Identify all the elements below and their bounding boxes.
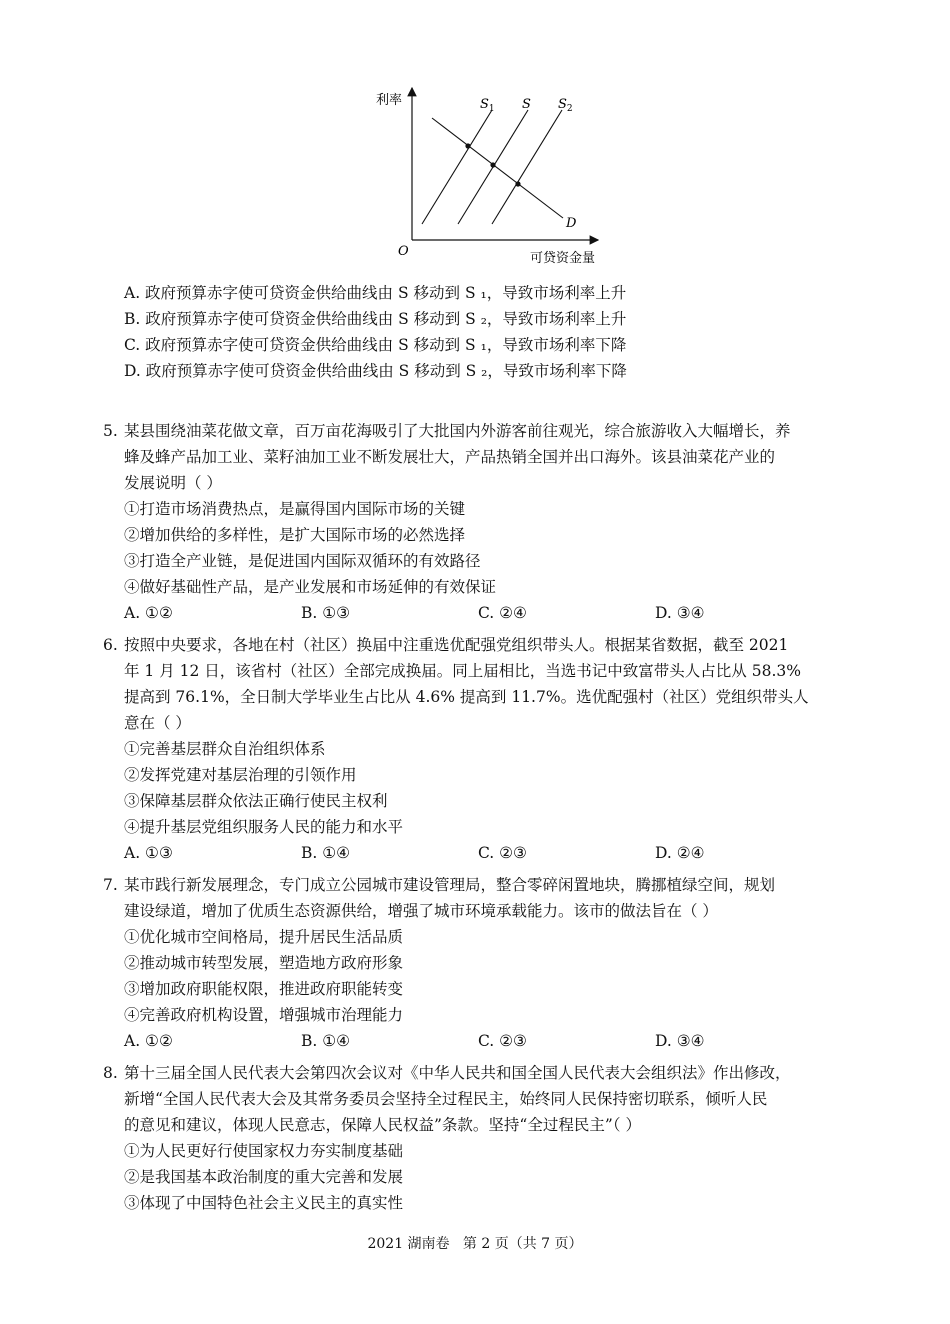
q5-item-2: ②增加供给的多样性，是扩大国际市场的必然选择 (124, 526, 466, 544)
q8-item-3: ③体现了中国特色社会主义民主的真实性 (124, 1194, 404, 1212)
q7-stem-line-2: 建设绿道，增加了优质生态资源供给，增强了城市环境承载能力。该市的做法旨在（ ） (124, 902, 718, 920)
q6-item-2: ②发挥党建对基层治理的引领作用 (124, 766, 357, 784)
q4-option-b: B. 政府预算赤字使可贷资金供给曲线由 S 移动到 S ₂，导致市场利率上升 (124, 310, 627, 328)
q7-item-2: ②推动城市转型发展，塑造地方政府形象 (124, 954, 404, 972)
q5-item-3: ③打造全产业链，是促进国内国际双循环的有效路径 (124, 552, 481, 570)
label-s: S (522, 97, 531, 112)
q5-stem-line-3: 发展说明（ ） (124, 474, 222, 492)
q7-stem-line-1: 某市践行新发展理念，专门成立公园城市建设管理局，整合零碎闲置地块，腾挪植绿空间，规划 (124, 876, 776, 894)
q8-stem-line-3: 的意见和建议，体现人民意志，保障人民权益”条款。坚持“全过程民主”（ ） (124, 1116, 641, 1134)
q8-item-2: ②是我国基本政治制度的重大完善和发展 (124, 1168, 404, 1186)
q6-stem-line-2: 年 1 月 12 日，该省村（社区）全部完成换届。同上届相比，当选书记中致富带头人占比从 58.3% (124, 662, 801, 680)
label-s1-sub: 1 (488, 104, 495, 114)
q6-stem-line-4: 意在（ ） (124, 714, 191, 732)
label-s2-main: S (558, 97, 567, 112)
q6-choice-a: A. ①③ (124, 844, 173, 862)
page-footer (0, 1234, 950, 1254)
q8-stem-line-1: 第十三届全国人民代表大会第四次会议对《中华人民共和国全国人民代表大会组织法》作出修改， (124, 1064, 791, 1082)
q8-stem-line-2: 新增“全国人民代表大会及其常务委员会坚持全过程民主，始终同人民保持密切联系，倾听人民 (124, 1090, 768, 1108)
origin-label: O (398, 244, 409, 259)
q6-item-3: ③保障基层群众依法正确行使民主权利 (124, 792, 388, 810)
q5-item-1: ①打造市场消费热点，是赢得国内国际市场的关键 (124, 500, 466, 518)
q7-choice-b: B. ①④ (301, 1032, 351, 1050)
q7-choice-d: D. ③④ (655, 1032, 705, 1050)
q7-choice-c: C. ②③ (478, 1032, 527, 1050)
q5-choice-a: A. ①② (124, 604, 173, 622)
q8-number: 8. (103, 1064, 118, 1082)
q4-option-a: A. 政府预算赤字使可贷资金供给曲线由 S 移动到 S ₁，导致市场利率上升 (124, 284, 627, 302)
q5-choice-b: B. ①③ (301, 604, 351, 622)
q8-item-1: ①为人民更好行使国家权力夯实制度基础 (124, 1142, 404, 1160)
q7-number: 7. (103, 876, 118, 894)
q7-item-3: ③增加政府职能权限，推进政府职能转变 (124, 980, 404, 998)
q6-number: 6. (103, 636, 118, 654)
y-axis-label: 利率 (376, 93, 403, 108)
label-s2-sub: 2 (566, 104, 573, 114)
loanable-funds-diagram (370, 82, 620, 272)
q6-choice-c: C. ②③ (478, 844, 527, 862)
curve-s2 (492, 110, 562, 224)
q4-option-c: C. 政府预算赤字使可贷资金供给曲线由 S 移动到 S ₁，导致市场利率下降 (124, 336, 627, 354)
curve-d (432, 118, 563, 218)
q6-item-4: ④提升基层党组织服务人民的能力和水平 (124, 818, 404, 836)
label-d: D (566, 216, 577, 231)
q7-item-4: ④完善政府机构设置，增强城市治理能力 (124, 1006, 404, 1024)
q6-choice-d: D. ②④ (655, 844, 705, 862)
intersection-s-d (490, 162, 495, 167)
q5-stem-line-2: 蜂及蜂产品加工业、菜籽油加工业不断发展壮大，产品热销全国并出口海外。该县油菜花产业的 (124, 448, 776, 466)
q6-stem-line-3: 提高到 76.1%，全日制大学毕业生占比从 4.6% 提高到 11.7%。选优配强村（社区）党组织带头人 (124, 688, 809, 706)
curve-s1 (422, 110, 492, 224)
q6-stem-line-1: 按照中央要求，各地在村（社区）换届中注重选优配强党组织带头人。根据某省数据，截至 2021 (124, 636, 789, 654)
q4-option-d: D. 政府预算赤字使可贷资金供给曲线由 S 移动到 S ₂，导致市场利率下降 (124, 362, 627, 380)
diagram-svg (370, 82, 620, 272)
q5-choice-c: C. ②④ (478, 604, 527, 622)
label-s1-main: S (480, 97, 489, 112)
intersection-s1-d (465, 143, 470, 148)
q7-choice-a: A. ①② (124, 1032, 173, 1050)
label-s2 (558, 97, 573, 114)
q5-number: 5. (103, 422, 118, 440)
q5-stem-line-1: 某县围绕油菜花做文章，百万亩花海吸引了大批国内外游客前往观光，综合旅游收入大幅增长，养 (124, 422, 791, 440)
q6-item-1: ①完善基层群众自治组织体系 (124, 740, 326, 758)
q5-choice-d: D. ③④ (655, 604, 705, 622)
x-axis-label: 可贷资金量 (530, 251, 596, 266)
q7-item-1: ①优化城市空间格局，提升居民生活品质 (124, 928, 404, 946)
intersection-s2-d (515, 181, 520, 186)
label-s1 (480, 97, 495, 114)
q5-item-4: ④做好基础性产品，是产业发展和市场延伸的有效保证 (124, 578, 497, 596)
footer-text: 2021 湖南卷 第 2 页（共 7 页） (367, 1236, 583, 1252)
q6-choice-b: B. ①④ (301, 844, 351, 862)
